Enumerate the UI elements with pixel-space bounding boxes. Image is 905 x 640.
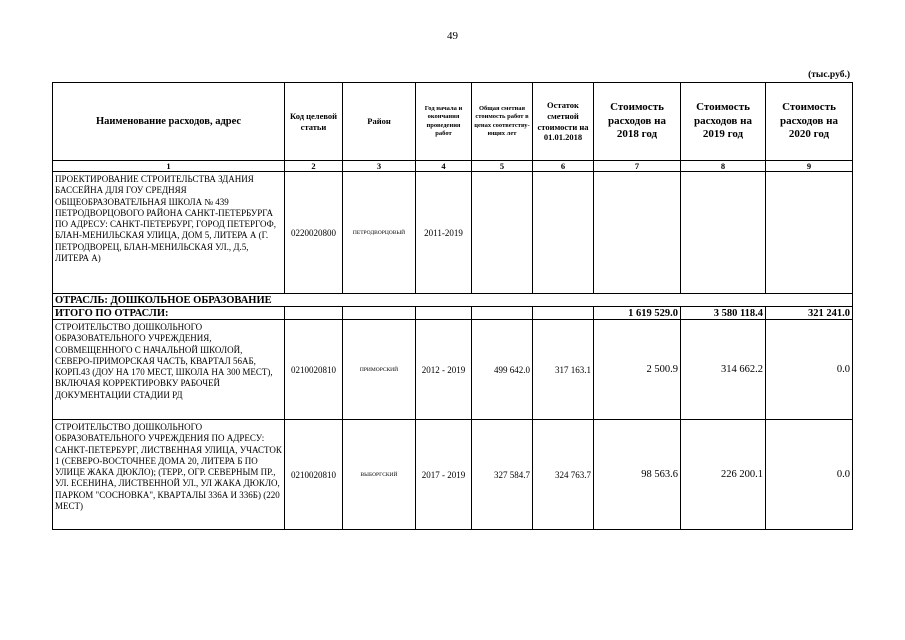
- section-title-row: [53, 294, 853, 307]
- row-remainder: 317 163.1: [533, 320, 594, 420]
- row-district: ВЫБОРГСКИЙ: [343, 420, 416, 530]
- header-cost-2019: Стоимость расходов на 2019 год: [681, 83, 766, 161]
- header-name: Наименование расходов, адрес: [53, 83, 285, 161]
- row-years: 2011-2019: [416, 172, 472, 294]
- row-years: 2017 - 2019: [416, 420, 472, 530]
- row-cost-2018: [594, 172, 681, 294]
- row-cost-2018: 98 563.6: [594, 420, 681, 530]
- column-number: 3: [343, 161, 416, 172]
- row-name: СТРОИТЕЛЬСТВО ДОШКОЛЬНОГО ОБРАЗОВАТЕЛЬНОГО УЧРЕЖДЕНИЯ, СОВМЕЩЕННОГО С НАЧАЛЬНОЙ ШКОЛОЙ, СЕВЕРО-ПРИМОРСКАЯ ЧАСТЬ, КВАРТАЛ 56АБ, КОРП.43 (ДОУ НА 170 МЕСТ, ШКОЛА НА 300 МЕСТ), ВКЛЮЧАЯ КОРРЕКТИРОВКУ РАБОЧЕЙ ДОКУМЕНТАЦИИ СТАДИИ РД: [53, 320, 285, 420]
- section-total-2020: 321 241.0: [766, 307, 853, 320]
- row-code: 0220020800: [285, 172, 343, 294]
- row-cost-2020: 0.0: [766, 320, 853, 420]
- header-cost-2020: Стоимость расходов на 2020 год: [766, 83, 853, 161]
- column-number: 8: [681, 161, 766, 172]
- header-cost-2018: Стоимость расходов на 2018 год: [594, 83, 681, 161]
- section-total-label: ИТОГО ПО ОТРАСЛИ:: [53, 307, 285, 320]
- row-cost-2020: [766, 172, 853, 294]
- column-number: 2: [285, 161, 343, 172]
- table-row: [53, 420, 853, 530]
- row-district: ПРИМОРСКИЙ: [343, 320, 416, 420]
- row-total-cost: 327 584.7: [472, 420, 533, 530]
- row-cost-2019: 226 200.1: [681, 420, 766, 530]
- row-remainder: [533, 172, 594, 294]
- section-total-2018: 1 619 529.0: [594, 307, 681, 320]
- row-cost-2019: 314 662.2: [681, 320, 766, 420]
- expenses-table: [52, 82, 853, 530]
- row-name: СТРОИТЕЛЬСТВО ДОШКОЛЬНОГО ОБРАЗОВАТЕЛЬНОГО УЧРЕЖДЕНИЯ ПО АДРЕСУ: САНКТ-ПЕТЕРБУРГ, ЛИСТВЕННАЯ УЛИЦА, УЧАСТОК 1 (СЕВЕРО-ВОСТОЧНЕЕ ДОМА 20, ЛИТЕРА Б ПО УЛИЦЕ ЖАКА ДЮКЛО); (ТЕРР., ОГР. СЕВЕРНЫМ ПР., УЛ. ЕСЕНИНА, ЛИСТВЕННОЙ УЛ., УЛ ЖАКА ДЮКЛО, ПАРКОМ "СОСНОВКА", КВАРТАЛЫ 336А И 336Б) (220 МЕСТ): [53, 420, 285, 530]
- column-number: 5: [472, 161, 533, 172]
- unit-label: (тыс.руб.): [808, 70, 850, 80]
- row-code: 0210020810: [285, 320, 343, 420]
- row-district: ПЕТРОДВОРЦОВЫЙ: [343, 172, 416, 294]
- table-row: [53, 172, 853, 294]
- header-district: Район: [343, 83, 416, 161]
- row-code: 0210020810: [285, 420, 343, 530]
- column-number: 7: [594, 161, 681, 172]
- section-title: ОТРАСЛЬ: ДОШКОЛЬНОЕ ОБРАЗОВАНИЕ: [53, 294, 853, 307]
- header-years: Год начала и окончания проведения работ: [416, 83, 472, 161]
- row-total-cost: 499 642.0: [472, 320, 533, 420]
- header-code: Код целевой статьи: [285, 83, 343, 161]
- row-name: ПРОЕКТИРОВАНИЕ СТРОИТЕЛЬСТВА ЗДАНИЯ БАССЕЙНА ДЛЯ ГОУ СРЕДНЯЯ ОБЩЕОБРАЗОВАТЕЛЬНАЯ ШКОЛА № 439 ПЕТРОДВОРЦОВОГО РАЙОНА САНКТ-ПЕТЕРБУРГА ПО АДРЕСУ: САНКТ-ПЕТЕРБУРГ, ГОРОД ПЕТЕРГОФ, БЛАН-МЕНИЛЬСКАЯ УЛИЦА, ДОМ 5, ЛИТЕРА А (Г. ПЕТРОДВОРЕЦ, БЛАН-МЕНИЛЬСКАЯ УЛ., Д.5, ЛИТЕРА А): [53, 172, 285, 294]
- header-remainder: Остаток сметной стоимости на 01.01.2018: [533, 83, 594, 161]
- column-number: 1: [53, 161, 285, 172]
- table-row: [53, 320, 853, 420]
- column-number: 9: [766, 161, 853, 172]
- row-cost-2019: [681, 172, 766, 294]
- column-number-row: [53, 161, 853, 172]
- column-number: 4: [416, 161, 472, 172]
- section-total-row: [53, 307, 853, 320]
- header-row: [53, 83, 853, 161]
- column-number: 6: [533, 161, 594, 172]
- row-total-cost: [472, 172, 533, 294]
- header-total-cost: Общая сметная стоимость работ в ценах соответству-ющих лет: [472, 83, 533, 161]
- page-number: 49: [447, 30, 458, 42]
- row-cost-2018: 2 500.9: [594, 320, 681, 420]
- row-cost-2020: 0.0: [766, 420, 853, 530]
- row-years: 2012 - 2019: [416, 320, 472, 420]
- row-remainder: 324 763.7: [533, 420, 594, 530]
- section-total-2019: 3 580 118.4: [681, 307, 766, 320]
